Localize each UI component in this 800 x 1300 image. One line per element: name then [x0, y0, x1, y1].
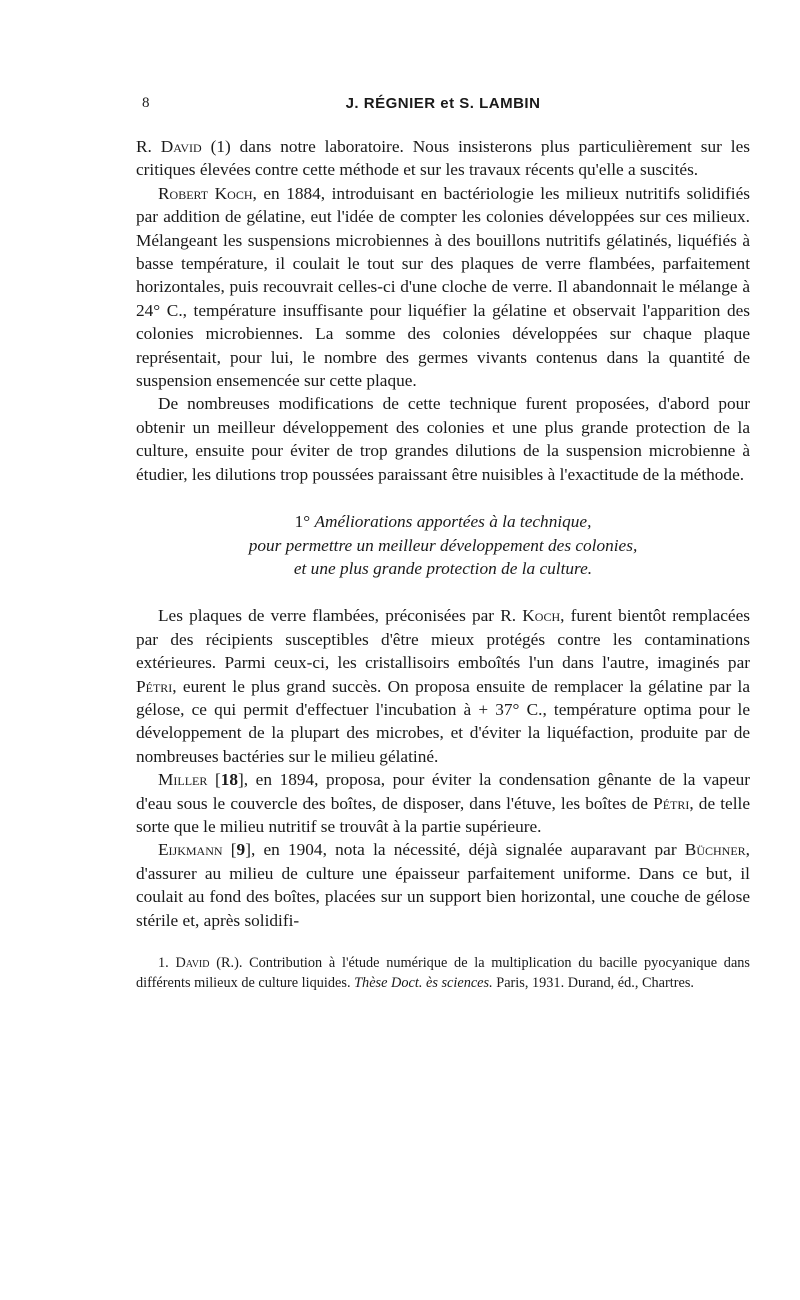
- citation-ref: 18: [220, 770, 238, 790]
- author-eijkmann: Eijkmann: [158, 840, 223, 860]
- paragraph-6: [136, 838, 750, 932]
- author-koch: Robert Koch: [158, 183, 253, 203]
- section-heading-line-2: pour permettre un meilleur développement des colonies,: [248, 535, 638, 555]
- section-heading: [136, 510, 750, 580]
- page-header: [136, 95, 750, 117]
- page: [136, 95, 750, 993]
- footnote-ref: (1): [210, 137, 231, 156]
- footnote: [136, 954, 750, 993]
- author-david: R. David: [136, 137, 202, 156]
- paragraph-2-text: , en 1884, introduisant en bactériologie les milieux nutritifs solidifiés par addition de gélatine, eut l'idée de compter les colonies développées sur ces milieux. Mélangeant les suspensions microbiennes à des bouillons nutritifs gélatinés, liquéfiés à basse température, il coulait le tout sur des plaques de verre flambées, parfaitement horizontales, puis recouvrait celles-ci d'une cloche de verre. Il abandonnait le mélange à 24° C., température insuffisante pour liquéfier la gélatine et observait l'apparition des colonies microbiennes. La somme des colonies développées sur chaque plaque représentait, pour lui, le nombre des germes vivants contenus dans la quantité de suspension ensemencée sur cette plaque.: [136, 183, 751, 391]
- author-petri: Pétri: [136, 676, 173, 696]
- section-heading-text-1: Améliorations apportées à la technique,: [314, 512, 592, 532]
- footnote-text-b: Paris, 1931. Durand, éd., Chartres.: [492, 974, 694, 991]
- paragraph-6-text-b: , d'assurer au milieu de culture une épaisseur parfaitement uniforme. Dans ce but, il coulait au fond des boîtes, placées sur un support bien horizontal, une couche de gélose stérile et, après solidifi-: [136, 840, 750, 930]
- footnote-thesis: Thèse Doct. ès sciences.: [354, 974, 493, 991]
- paragraph-4-text-a: Les plaques de verre flambées, préconisées par: [158, 606, 501, 626]
- paragraph-1: [136, 135, 750, 182]
- section-heading-line-3: et une plus grande protection de la culture.: [293, 558, 593, 578]
- ref-bracket-2: [: [222, 840, 237, 860]
- author-miller: Miller: [158, 770, 208, 790]
- paragraph-1-text: dans notre laboratoire. Nous insisterons plus particulièrement sur les critiques élevées contre cette méthode et sur les travaux récents qu'elle a suscités.: [136, 137, 750, 180]
- section-number: 1°: [294, 512, 311, 532]
- footnote-text-a: (R.). Contribution à l'étude numérique de la multiplication du bacille pyocyanique dans différents milieux de culture liquides.: [136, 955, 750, 991]
- footnote-text: [136, 954, 750, 993]
- paragraph-5-text-a: ], en 1894, proposa, pour éviter la condensation gênante de la vapeur d'eau sous le couvercle des boîtes, de disposer, dans l'étuve, les boîtes de: [136, 770, 751, 813]
- citation-ref-2: 9: [236, 840, 246, 860]
- footnote-author: David: [175, 955, 210, 971]
- author-petri-2: Pétri: [653, 793, 690, 813]
- author-koch-2: R. Koch: [500, 606, 561, 626]
- section-heading-line-1: [136, 510, 750, 533]
- running-title: J. RÉGNIER et S. LAMBIN: [345, 95, 541, 112]
- paragraph-6-text-a: ], en 1904, nota la nécessité, déjà signalée auparavant par: [245, 840, 685, 860]
- ref-bracket: [: [207, 770, 221, 790]
- body-text: [136, 135, 750, 932]
- author-buchner: Büchner: [684, 840, 746, 860]
- paragraph-3-text: De nombreuses modifications de cette technique furent proposées, d'abord pour obtenir un meilleur développement des colonies et une plus grande protection de la culture, ensuite pour éviter de trop grandes dilutions de la suspension microbienne à étudier, les dilutions trop poussées paraissant être nuisibles à l'exactitude de la méthode.: [136, 394, 750, 484]
- footnote-number: 1.: [158, 955, 169, 971]
- page-number: 8: [142, 95, 150, 111]
- paragraph-5: [136, 768, 750, 838]
- paragraph-4-text-b: , furent bientôt remplacées par des récipients susceptibles d'être mieux protégés contre les contaminations extérieures. Parmi ceux-ci, les cristallisoirs emboîtés l'un dans l'autre, imaginés par: [136, 606, 750, 673]
- paragraph-3: [136, 392, 750, 486]
- paragraph-4-text-c: , eurent le plus grand succès. On proposa ensuite de remplacer la gélatine par la gélose, ce qui permit d'effectuer l'incubation à + 37° C., température optima pour le développement de la plupart des microbes, et d'éviter la liquéfaction, produite par de nombreuses bactéries sur le milieu gélatiné.: [136, 676, 750, 766]
- paragraph-4: [136, 604, 750, 768]
- paragraph-2: [136, 182, 750, 393]
- paragraph-5-text-b: , de telle sorte que le milieu nutritif se trouvât à la partie supérieure.: [136, 793, 750, 836]
